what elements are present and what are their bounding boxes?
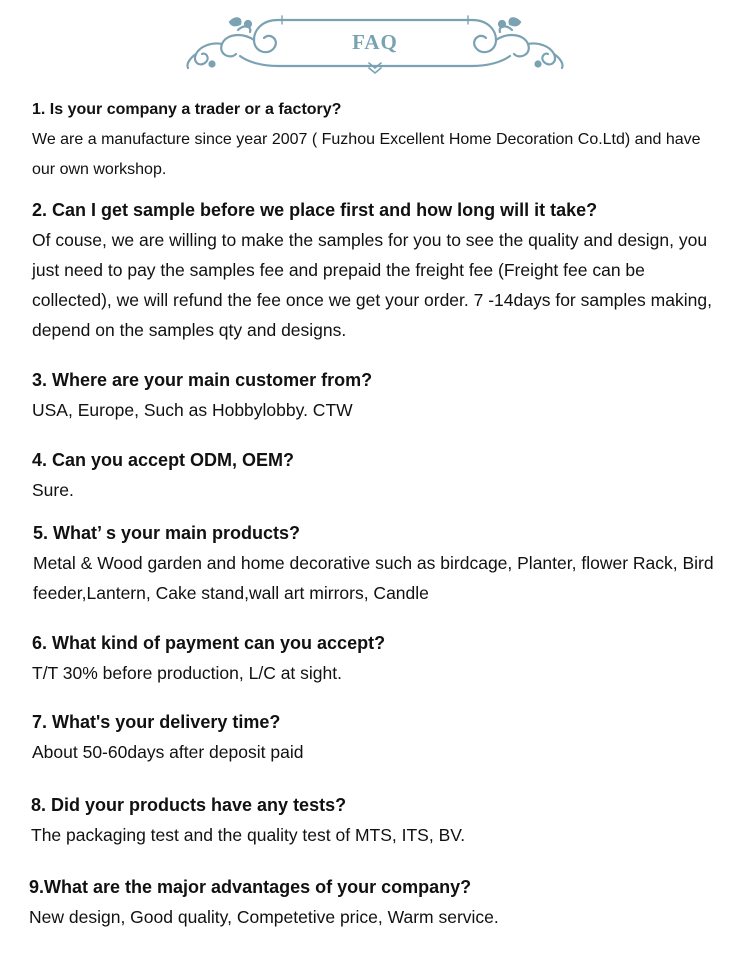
faq-item-7 <box>32 707 750 767</box>
faq-banner <box>182 12 568 76</box>
faq-question-7: 7. What's your delivery time? <box>32 712 281 732</box>
faq-question-3: 3. Where are your main customer from? <box>32 370 373 390</box>
faq-answer-2: Of couse, we are willing to make the samples for you to see the quality and design, you just need to pay the samples fee and prepaid the freight fee (Freight fee can be collected), we will refund the fee once we get your order. 7 -14days for samples making, depend on the samples qty and designs. <box>32 230 712 340</box>
faq-question-4: 4. Can you accept ODM, OEM? <box>32 450 295 470</box>
faq-title: FAQ <box>352 30 398 54</box>
faq-answer-6: T/T 30% before production, L/C at sight. <box>32 663 342 683</box>
faq-item-3 <box>32 365 750 425</box>
faq-answer-9: New design, Good quality, Competetive price, Warm service. <box>29 907 499 927</box>
faq-answer-5: Metal & Wood garden and home decorative such as birdcage, Planter, flower Rack, Bird feeder,Lantern, Cake stand,wall art mirrors, Candle <box>33 553 714 603</box>
faq-question-5: 5. What’ s your main products? <box>33 523 301 543</box>
faq-item-1 <box>32 95 750 185</box>
faq-question-1: 1. Is your company a trader or a factory? <box>32 101 342 118</box>
faq-item-4 <box>32 445 750 505</box>
faq-item-6 <box>32 628 750 688</box>
faq-item-5 <box>33 518 750 608</box>
faq-item-9 <box>29 872 749 932</box>
faq-item-2 <box>32 195 750 345</box>
faq-answer-7: About 50-60days after deposit paid <box>32 742 304 762</box>
faq-answer-8: The packaging test and the quality test of MTS, ITS, BV. <box>31 825 466 845</box>
faq-item-8 <box>31 790 750 850</box>
faq-answer-4: Sure. <box>32 480 74 500</box>
faq-question-6: 6. What kind of payment can you accept? <box>32 633 386 653</box>
faq-answer-1: We are a manufacture since year 2007 ( Fuzhou Excellent Home Decoration Co.Ltd) and have our own workshop. <box>32 131 701 178</box>
faq-question-8: 8. Did your products have any tests? <box>31 795 347 815</box>
faq-question-2: 2. Can I get sample before we place first and how long will it take? <box>32 200 598 220</box>
faq-answer-3: USA, Europe, Such as Hobbylobby. CTW <box>32 400 353 420</box>
faq-question-9: 9.What are the major advantages of your company? <box>29 877 472 897</box>
